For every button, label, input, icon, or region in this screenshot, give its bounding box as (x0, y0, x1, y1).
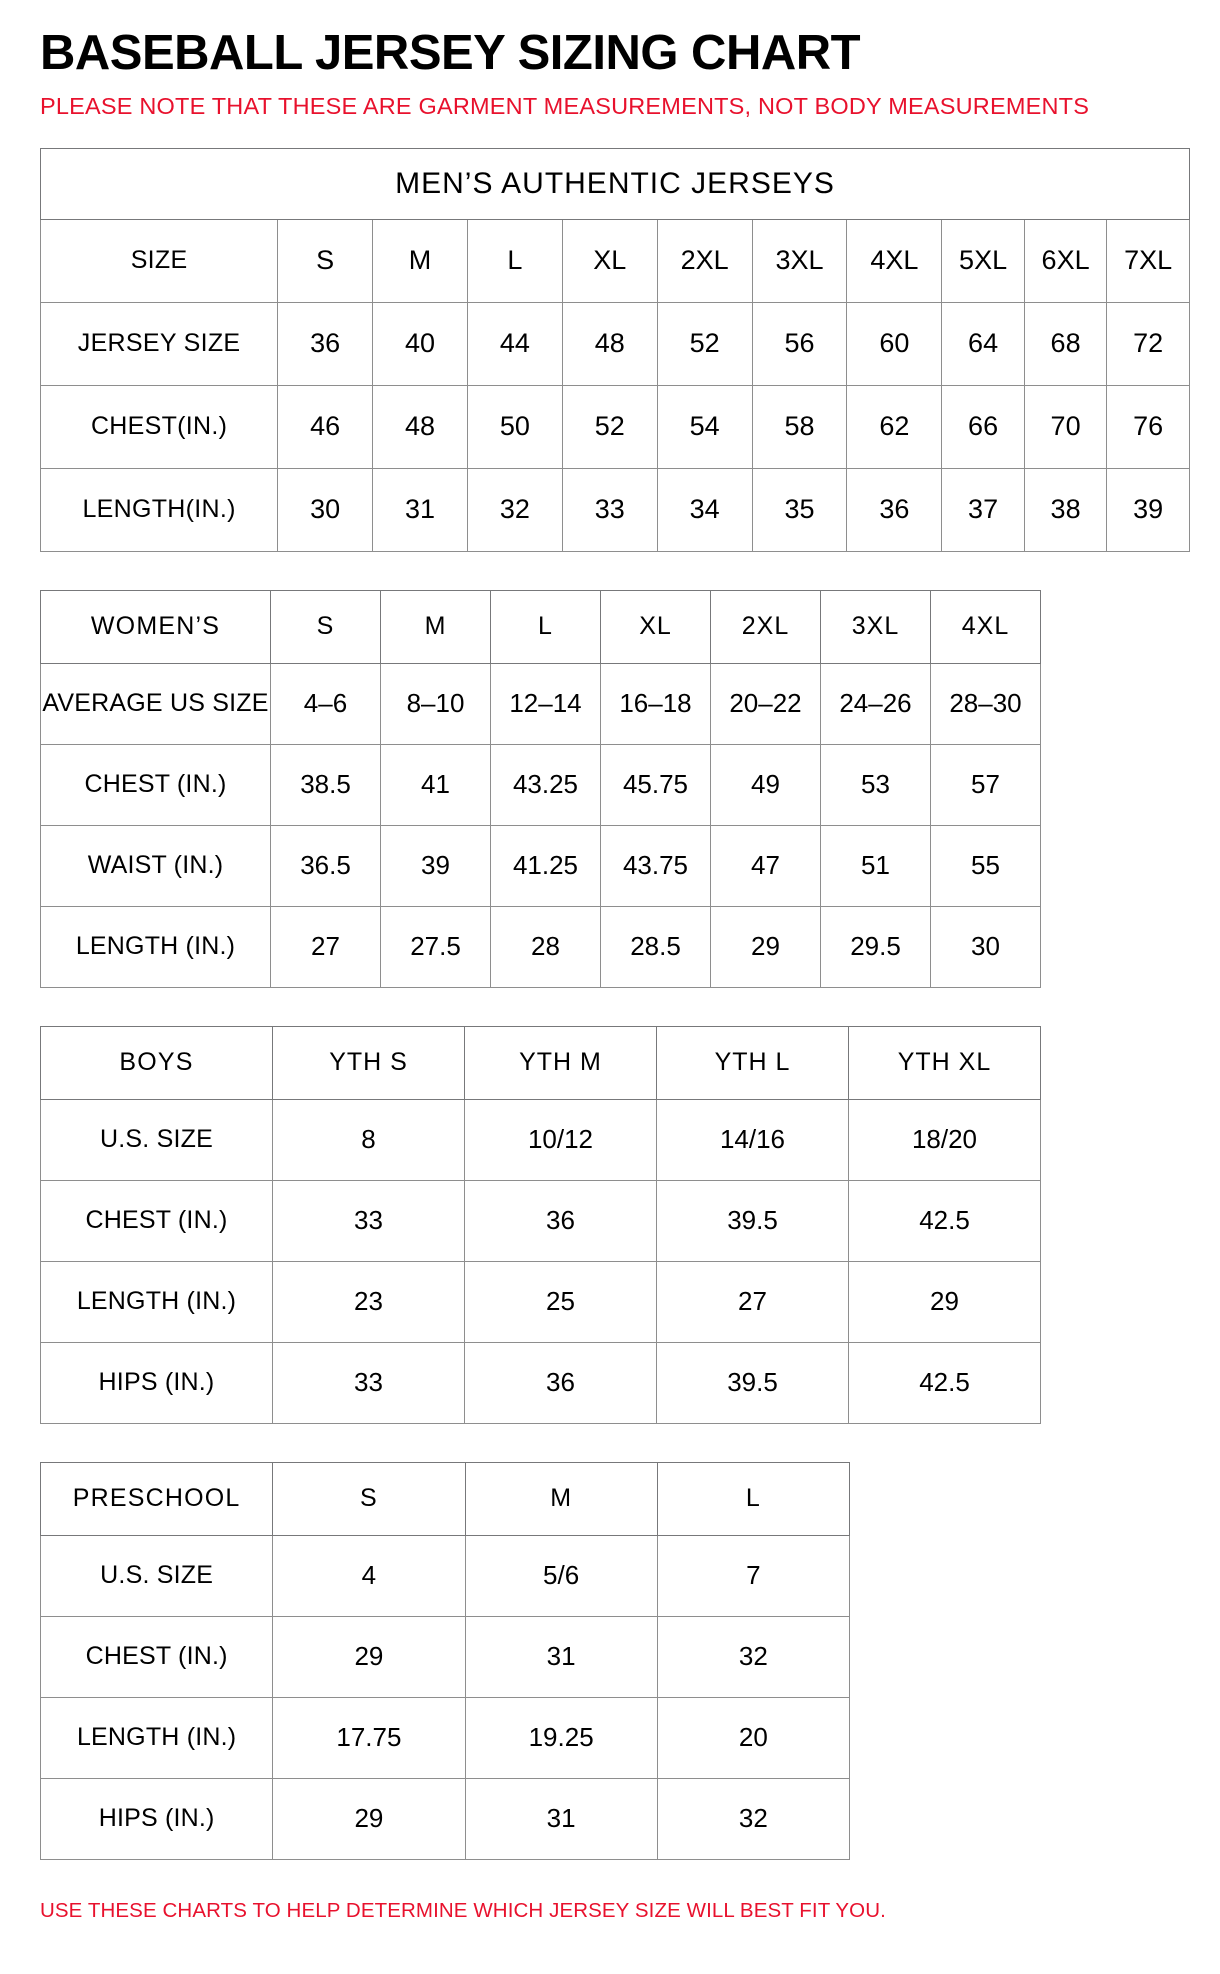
cell: 51 (821, 825, 931, 906)
cell: 38 (1024, 468, 1107, 551)
cell: 36.5 (271, 825, 381, 906)
womens-jerseys-table (40, 590, 1041, 988)
row-label: CHEST (IN.) (41, 744, 271, 825)
row-label: HIPS (IN.) (41, 1778, 273, 1859)
cell: 37 (942, 468, 1025, 551)
cell: 25 (465, 1261, 657, 1342)
cell: 29 (711, 906, 821, 987)
preschool-jerseys-table (40, 1462, 850, 1860)
table-row (41, 219, 1190, 302)
cell: 36 (465, 1342, 657, 1423)
cell: 53 (821, 744, 931, 825)
column-header: YTH XL (849, 1026, 1041, 1099)
cell: 29 (273, 1778, 465, 1859)
row-label: CHEST(IN.) (41, 385, 278, 468)
column-header: L (467, 219, 562, 302)
cell: 40 (373, 302, 468, 385)
mens-authentic-jerseys-table (40, 148, 1190, 552)
table-banner-row (41, 148, 1190, 219)
cell: 27 (657, 1261, 849, 1342)
cell: 16–18 (601, 663, 711, 744)
cell: 76 (1107, 385, 1190, 468)
preschool-header-label: PRESCHOOL (41, 1462, 273, 1535)
cell: 34 (657, 468, 752, 551)
cell: 8–10 (381, 663, 491, 744)
cell: 27 (271, 906, 381, 987)
column-header: YTH S (273, 1026, 465, 1099)
column-header: S (273, 1462, 465, 1535)
mens-banner: MEN’S AUTHENTIC JERSEYS (41, 148, 1190, 219)
cell: 29 (849, 1261, 1041, 1342)
cell: 57 (931, 744, 1041, 825)
column-header: S (271, 590, 381, 663)
cell: 54 (657, 385, 752, 468)
table-row (41, 744, 1041, 825)
table-row (41, 302, 1190, 385)
cell: 52 (657, 302, 752, 385)
cell: 27.5 (381, 906, 491, 987)
cell: 18/20 (849, 1099, 1041, 1180)
table-row (41, 385, 1190, 468)
cell: 58 (752, 385, 847, 468)
cell: 60 (847, 302, 942, 385)
table-row (41, 468, 1190, 551)
cell: 39.5 (657, 1180, 849, 1261)
row-label: CHEST (IN.) (41, 1180, 273, 1261)
column-header: 2XL (657, 219, 752, 302)
column-header: 2XL (711, 590, 821, 663)
cell: 28 (491, 906, 601, 987)
cell: 32 (657, 1778, 849, 1859)
table-row (41, 906, 1041, 987)
column-header: 4XL (847, 219, 942, 302)
column-header: M (381, 590, 491, 663)
cell: 39.5 (657, 1342, 849, 1423)
table-row (41, 663, 1041, 744)
table-row (41, 825, 1041, 906)
cell: 50 (467, 385, 562, 468)
cell: 70 (1024, 385, 1107, 468)
cell: 19.25 (465, 1697, 657, 1778)
cell: 36 (278, 302, 373, 385)
row-label: LENGTH(IN.) (41, 468, 278, 551)
cell: 32 (467, 468, 562, 551)
table-header-row (41, 1026, 1041, 1099)
column-header: L (491, 590, 601, 663)
column-header-label: SIZE (41, 219, 278, 302)
cell: 45.75 (601, 744, 711, 825)
row-label: CHEST (IN.) (41, 1616, 273, 1697)
table-row (41, 1099, 1041, 1180)
cell: 4 (273, 1535, 465, 1616)
cell: 42.5 (849, 1342, 1041, 1423)
page-title: BASEBALL JERSEY SIZING CHART (40, 26, 861, 80)
table-row (41, 1616, 850, 1697)
cell: 48 (373, 385, 468, 468)
cell: 33 (562, 468, 657, 551)
cell: 47 (711, 825, 821, 906)
row-label: HIPS (IN.) (41, 1342, 273, 1423)
cell: 39 (1107, 468, 1190, 551)
cell: 43.25 (491, 744, 601, 825)
row-label: LENGTH (IN.) (41, 1261, 273, 1342)
row-label: U.S. SIZE (41, 1099, 273, 1180)
cell: 30 (278, 468, 373, 551)
cell: 32 (657, 1616, 849, 1697)
measurement-note: PLEASE NOTE THAT THESE ARE GARMENT MEASUREMENTS, NOT BODY MEASUREMENTS (40, 93, 1090, 120)
row-label: LENGTH (IN.) (41, 1697, 273, 1778)
column-header: M (373, 219, 468, 302)
cell: 4–6 (271, 663, 381, 744)
footer-note: USE THESE CHARTS TO HELP DETERMINE WHICH JERSEY SIZE WILL BEST FIT YOU. (40, 1898, 886, 1922)
column-header: 5XL (942, 219, 1025, 302)
column-header: 3XL (752, 219, 847, 302)
table-header-row (41, 1462, 850, 1535)
cell: 46 (278, 385, 373, 468)
cell: 36 (465, 1180, 657, 1261)
row-label: U.S. SIZE (41, 1535, 273, 1616)
boys-header-label: BOYS (41, 1026, 273, 1099)
cell: 12–14 (491, 663, 601, 744)
row-label: JERSEY SIZE (41, 302, 278, 385)
cell: 35 (752, 468, 847, 551)
column-header: 4XL (931, 590, 1041, 663)
cell: 5/6 (465, 1535, 657, 1616)
cell: 41.25 (491, 825, 601, 906)
cell: 28.5 (601, 906, 711, 987)
cell: 33 (273, 1342, 465, 1423)
cell: 17.75 (273, 1697, 465, 1778)
cell: 52 (562, 385, 657, 468)
table-row (41, 1180, 1041, 1261)
cell: 33 (273, 1180, 465, 1261)
womens-header-label: WOMEN’S (41, 590, 271, 663)
cell: 10/12 (465, 1099, 657, 1180)
column-header: 3XL (821, 590, 931, 663)
cell: 39 (381, 825, 491, 906)
column-header: 7XL (1107, 219, 1190, 302)
cell: 23 (273, 1261, 465, 1342)
cell: 49 (711, 744, 821, 825)
cell: 62 (847, 385, 942, 468)
column-header: L (657, 1462, 849, 1535)
column-header: M (465, 1462, 657, 1535)
table-header-row (41, 590, 1041, 663)
cell: 66 (942, 385, 1025, 468)
cell: 20–22 (711, 663, 821, 744)
cell: 68 (1024, 302, 1107, 385)
cell: 7 (657, 1535, 849, 1616)
cell: 29.5 (821, 906, 931, 987)
cell: 31 (465, 1778, 657, 1859)
row-label: WAIST (IN.) (41, 825, 271, 906)
cell: 20 (657, 1697, 849, 1778)
column-header: S (278, 219, 373, 302)
cell: 72 (1107, 302, 1190, 385)
cell: 8 (273, 1099, 465, 1180)
cell: 24–26 (821, 663, 931, 744)
cell: 48 (562, 302, 657, 385)
table-row (41, 1697, 850, 1778)
cell: 31 (465, 1616, 657, 1697)
column-header: XL (601, 590, 711, 663)
cell: 64 (942, 302, 1025, 385)
cell: 29 (273, 1616, 465, 1697)
cell: 44 (467, 302, 562, 385)
cell: 41 (381, 744, 491, 825)
cell: 14/16 (657, 1099, 849, 1180)
table-row (41, 1342, 1041, 1423)
cell: 36 (847, 468, 942, 551)
table-row (41, 1535, 850, 1616)
cell: 56 (752, 302, 847, 385)
cell: 42.5 (849, 1180, 1041, 1261)
column-header: YTH L (657, 1026, 849, 1099)
column-header: YTH M (465, 1026, 657, 1099)
cell: 31 (373, 468, 468, 551)
column-header: 6XL (1024, 219, 1107, 302)
column-header: XL (562, 219, 657, 302)
cell: 55 (931, 825, 1041, 906)
cell: 30 (931, 906, 1041, 987)
row-label: AVERAGE US SIZE (41, 663, 271, 744)
table-row (41, 1261, 1041, 1342)
table-row (41, 1778, 850, 1859)
boys-jerseys-table (40, 1026, 1041, 1424)
cell: 28–30 (931, 663, 1041, 744)
row-label: LENGTH (IN.) (41, 906, 271, 987)
cell: 43.75 (601, 825, 711, 906)
cell: 38.5 (271, 744, 381, 825)
